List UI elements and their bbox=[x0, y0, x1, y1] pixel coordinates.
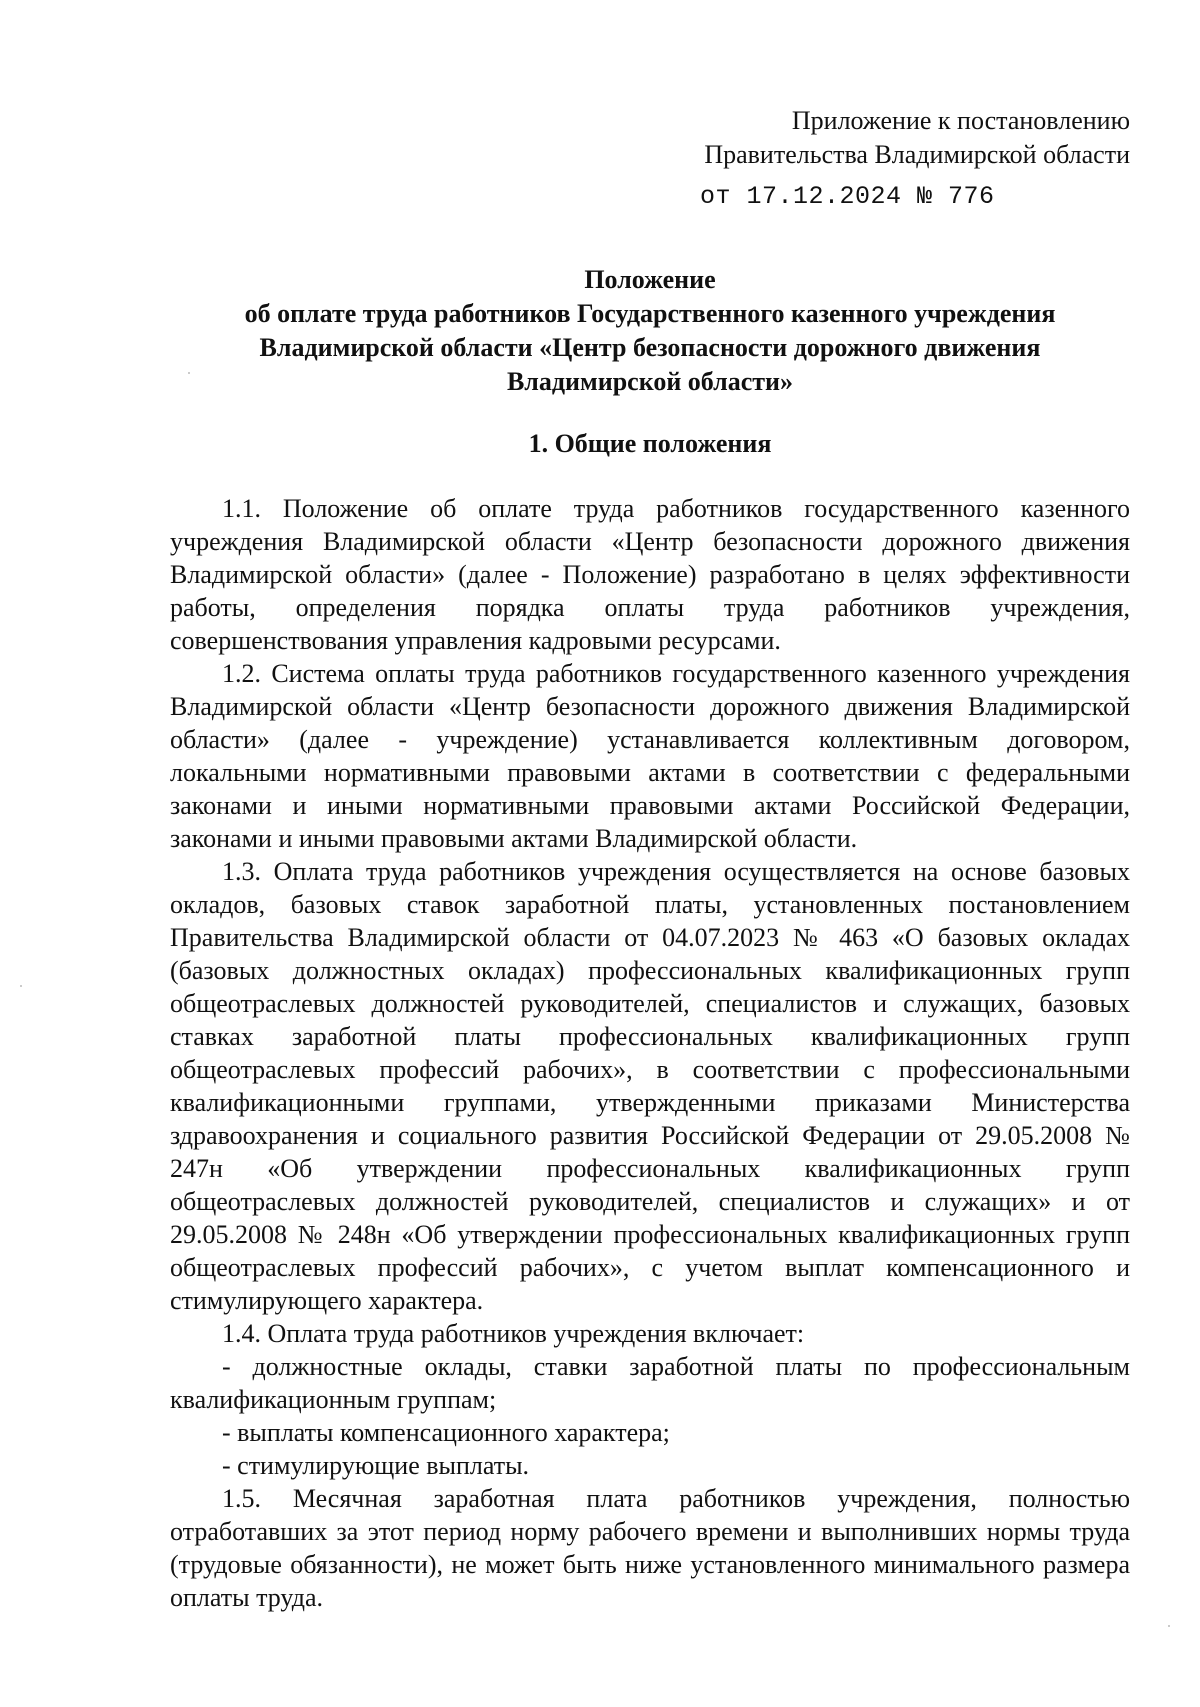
appendix-date-number: от 17.12.2024 № 776 bbox=[700, 182, 995, 211]
document-title-line-1: Положение bbox=[584, 265, 716, 294]
scan-speck bbox=[188, 372, 190, 374]
paragraph-1-5: 1.5. Месячная заработная плата работников учреждения, полностью отработавших за этот период норму рабочего времени и выполнивших нормы труда (трудовые обязанности), не может быть ниже установленного минимального размера оплаты труда. bbox=[170, 1484, 1130, 1612]
document-title-line-2: об оплате труда работников Государственного казенного учреждения bbox=[244, 299, 1056, 328]
document-title-line-4: Владимирской области» bbox=[506, 367, 794, 396]
paragraph-1-2: 1.2. Система оплаты труда работников государственного казенного учреждения Владимирской области «Центр безопасности дорожного движения Владимирской области» (далее - учреждение) устанавливается коллективным договором, локальными нормативными правовыми актами в соответствии с федеральными законами и иными нормативными правовыми актами Российской Федерации, законами и иными правовыми актами Владимирской области. bbox=[170, 659, 1130, 853]
appendix-header-line-2: Правительства Владимирской области bbox=[704, 140, 1130, 169]
scan-speck bbox=[20, 985, 22, 987]
appendix-header-line-1: Приложение к постановлению bbox=[791, 106, 1130, 135]
list-item-salaries: - должностные оклады, ставки заработной платы по профессиональным квалификационным группам; bbox=[170, 1352, 1130, 1414]
section-body bbox=[170, 492, 1130, 1614]
paragraph-1-3: 1.3. Оплата труда работников учреждения осуществляется на основе базовых окладов, базовых ставок заработной платы, установленных постановлением Правительства Владимирской области от 04.07.2023 № 463 «О базовых окладах (базовых должностных окладах) профессиональных квалификационных групп общеотраслевых должностей руководителей, специалистов и служащих, базовых ставках заработной платы профессиональных квалификационных групп общеотраслевых профессий рабочих», в соответствии с профессиональными квалификационными группами, утвержденными приказами Министерства здравоохранения и социального развития Российской Федерации от 29.05.2008 № 247н «Об утверждении профессиональных квалификационных групп общеотраслевых должностей руководителей, специалистов и служащих» и от 29.05.2008 № 248н «Об утверждении профессиональных квалификационных групп общеотраслевых профессий рабочих», с учетом выплат компенсационного и стимулирующего характера. bbox=[170, 857, 1130, 1315]
paragraph-1-4: 1.4. Оплата труда работников учреждения включает: bbox=[222, 1319, 805, 1348]
list-item-compensation: - выплаты компенсационного характера; bbox=[222, 1418, 670, 1447]
section-heading: 1. Общие положения bbox=[528, 429, 772, 458]
appendix-header bbox=[690, 104, 1130, 172]
document-title bbox=[170, 263, 1130, 399]
list-item-incentives: - стимулирующие выплаты. bbox=[222, 1451, 530, 1480]
paragraph-1-1: 1.1. Положение об оплате труда работников государственного казенного учреждения Владимирской области «Центр безопасности дорожного движения Владимирской области» (далее - Положение) разработано в целях эффективности работы, определения порядка оплаты труда работников учреждения, совершенствования управления кадровыми ресурсами. bbox=[170, 494, 1130, 655]
document-title-line-3: Владимирской области «Центр безопасности дорожного движения bbox=[259, 333, 1041, 362]
scan-speck bbox=[1168, 1625, 1170, 1627]
